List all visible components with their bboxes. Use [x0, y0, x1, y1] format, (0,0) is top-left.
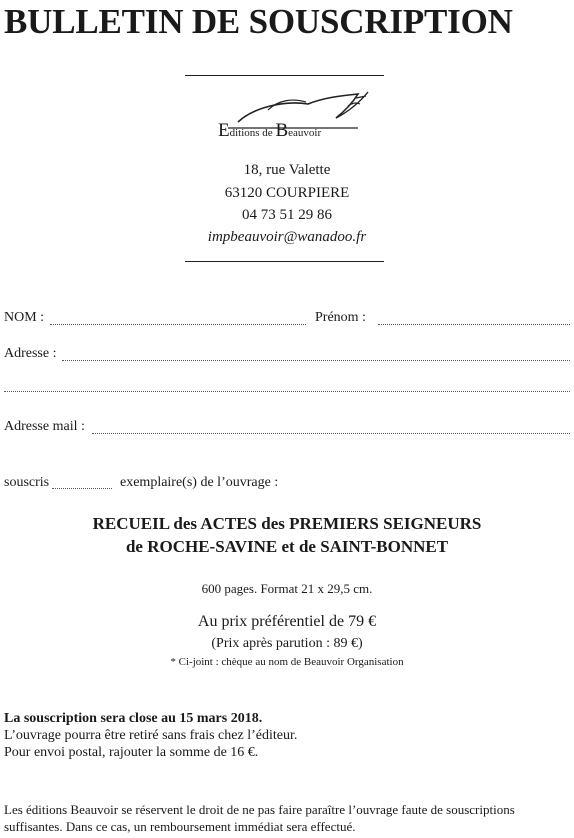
nom-label: NOM :: [4, 310, 45, 325]
quantity-field[interactable]: [52, 488, 112, 489]
disclaimer-line2: suffisantes. Dans ce cas, un remboursement immédiat sera effectué.: [4, 819, 356, 834]
publisher-phone: 04 73 51 29 86: [242, 207, 332, 223]
nom-field[interactable]: [50, 324, 306, 325]
exemplaires-label: exemplaire(s) de l’ouvrage :: [120, 475, 279, 490]
publisher-city: 63120 COURPIERE: [224, 185, 350, 201]
pickup-note: L’ouvrage pourra être retiré sans frais chez l’éditeur.: [4, 728, 298, 743]
divider-top: [185, 75, 384, 76]
disclaimer-line1: Les éditions Beauvoir se réservent le droit de ne pas faire paraître l’ouvrage faute de souscriptions: [4, 802, 515, 817]
prenom-label: Prénom :: [315, 310, 366, 325]
postal-note: Pour envoi postal, rajouter la somme de 16 €.: [4, 745, 259, 760]
payment-note: * Ci-joint : chèque au nom de Beauvoir Organisation: [170, 656, 404, 668]
publisher-logo-text: Editions de Beauvoir: [218, 120, 322, 141]
adresse-field-line2[interactable]: [4, 391, 570, 392]
souscris-label: souscris: [4, 475, 50, 490]
adresse-field[interactable]: [62, 360, 570, 361]
book-price: Au prix préférentiel de 79 €: [197, 613, 377, 630]
divider-bottom: [185, 261, 384, 262]
publisher-logo: [208, 88, 374, 150]
book-price-after: (Prix après parution : 89 €): [211, 636, 363, 651]
mail-label: Adresse mail :: [4, 419, 85, 434]
book-title-line2: de ROCHE-SAVINE et de SAINT-BONNET: [125, 537, 449, 556]
publisher-email: impbeauvoir@wanadoo.fr: [207, 229, 367, 245]
page-title: BULLETIN DE SOUSCRIPTION: [4, 2, 513, 41]
adresse-label: Adresse :: [4, 346, 57, 361]
publisher-street: 18, rue Valette: [243, 162, 331, 178]
prenom-field[interactable]: [378, 324, 570, 325]
book-format: 600 pages. Format 21 x 29,5 cm.: [201, 581, 373, 596]
book-title-line1: RECUEIL des ACTES des PREMIERS SEIGNEURS: [92, 514, 482, 533]
close-date-note: La souscription sera close au 15 mars 2018.: [4, 711, 263, 726]
mail-field[interactable]: [92, 433, 570, 434]
